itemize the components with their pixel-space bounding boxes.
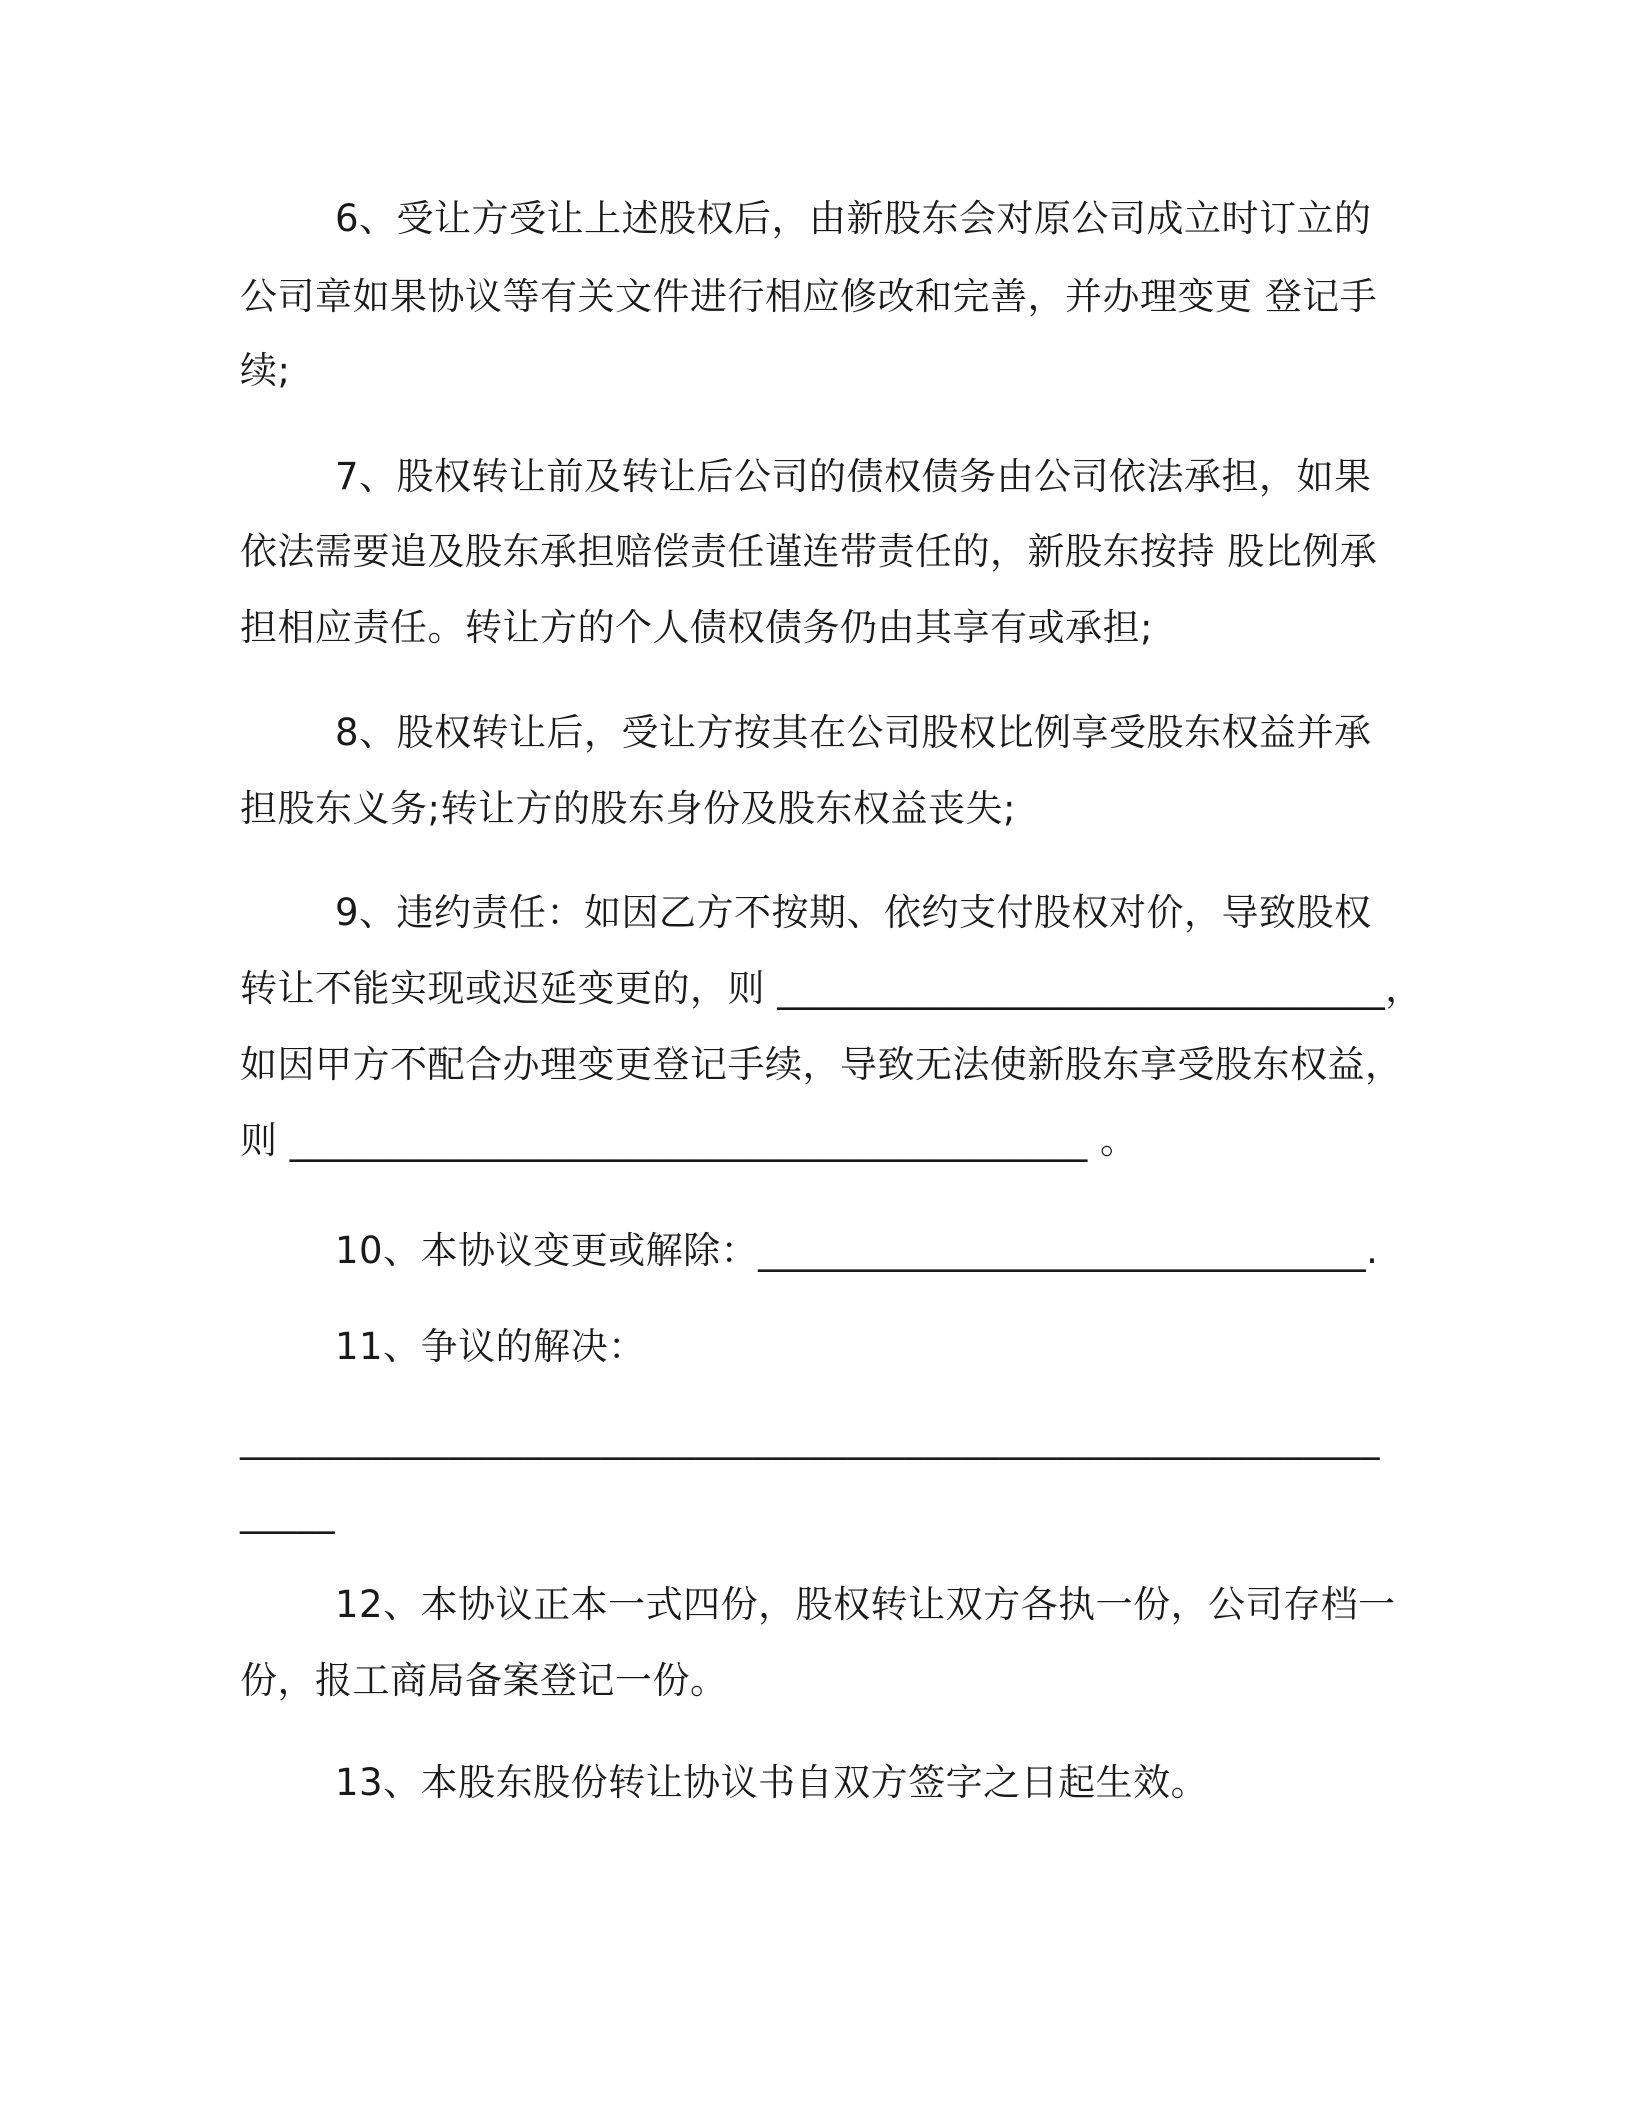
clause-12-line-2: 份，报工商局备案登记一份。 <box>240 1659 728 1702</box>
clause-11-line-2: ____________________________________________________________ <box>240 1417 1380 1460</box>
clause-8-line-1: 8、股权转让后，受让方按其在公司股权比例享受股东权益并承 <box>335 711 1372 754</box>
clause-7-line-3: 担相应责任。转让方的个人债权债务仍由其享有或承担; <box>240 606 1153 649</box>
clause-9-line-2: 转让不能实现或迟延变更的，则 ________________________________， <box>240 967 1423 1010</box>
clause-8-line-2: 担股东义务;转让方的股东身份及股东权益丧失; <box>240 787 1016 830</box>
clause-12-line-1: 12、本协议正本一式四份，股权转让双方各执一份，公司存档一 <box>335 1583 1396 1626</box>
clause-6-line-3: 续; <box>240 349 291 392</box>
clause-10-line-1: 10、本协议变更或解除：________________________________. <box>335 1229 1379 1272</box>
clause-9-line-3: 如因甲方不配合办理变更登记手续，导致无法使新股东享受股东权益， <box>240 1043 1403 1086</box>
clause-7-line-1: 7、股权转让前及转让后公司的债权债务由公司依法承担，如果 <box>335 455 1372 498</box>
clause-9-line-1: 9、违约责任：如因乙方不按期、依约支付股权对价，导致股权 <box>335 891 1372 934</box>
clause-11-line-1: 11、争议的解决： <box>335 1325 646 1368</box>
clause-7-line-2: 依法需要追及股东承担赔偿责任谨连带责任的，新股东按持 股比例承 <box>240 530 1378 573</box>
clause-13-line-1: 13、本股东股份转让协议书自双方签字之日起生效。 <box>335 1761 1209 1804</box>
clause-11-line-3: _____ <box>240 1491 335 1534</box>
clause-6-line-2: 公司章如果协议等有关文件进行相应修改和完善，并办理变更 登记手 <box>240 275 1378 318</box>
clause-6-line-1: 6、受让方受让上述股权后，由新股东会对原公司成立时订立的 <box>335 197 1372 240</box>
clause-9-line-4: 则 __________________________________________ 。 <box>240 1119 1138 1162</box>
